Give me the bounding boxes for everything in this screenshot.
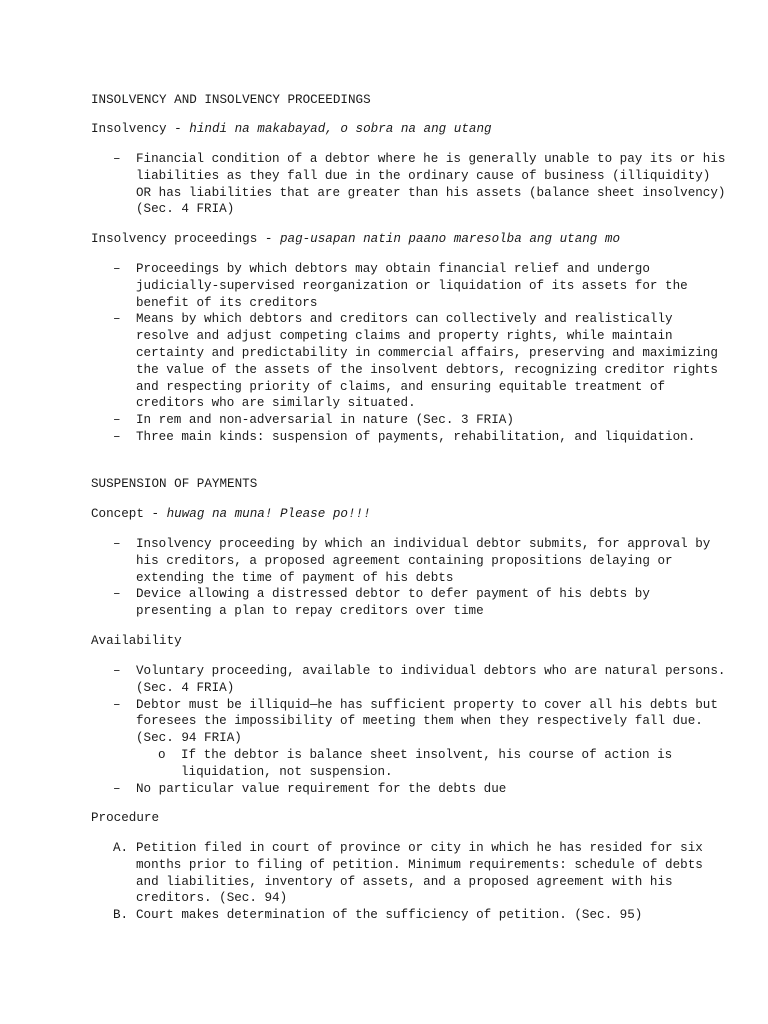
gloss: pag-usapan natin paano maresolba ang utang mo xyxy=(279,232,621,246)
sub-list-item: o If the debtor is balance sheet insolvent, his course of action is liquidation, not suspension. xyxy=(136,747,731,781)
list-item: – Device allowing a distressed debtor to defer payment of his debts by presenting a plan to repay creditors over time xyxy=(91,586,731,620)
term: Insolvency xyxy=(91,122,167,136)
sub-list xyxy=(136,747,731,781)
section-heading-availability: Availability xyxy=(91,634,182,648)
gloss: huwag na muna! Please po!!! xyxy=(166,507,371,521)
concept-bullets xyxy=(91,536,731,620)
list-item: B. Court makes determination of the sufficiency of petition. (Sec. 95) xyxy=(113,908,643,923)
list-item: – No particular value requirement for the debts due xyxy=(91,781,731,798)
term: Insolvency proceedings xyxy=(91,232,258,246)
list-marker: A. xyxy=(113,841,129,855)
section-heading-procedure: Procedure xyxy=(91,811,160,825)
concept-definition: Concept - huwag na muna! Please po!!! xyxy=(91,507,371,521)
list-item: – Financial condition of a debtor where he is generally unable to pay its or his liabilities as they fall due in the ordinary cause of business (illiquidity) OR has liabilities that are greater than his assets (balance sheet insolvency) (Sec. 4 FRIA) xyxy=(91,151,731,218)
gloss: hindi na makabayad, o sobra na ang utang xyxy=(189,122,492,136)
proceedings-bullets xyxy=(91,261,731,446)
insolvency-definition: Insolvency - hindi na makabayad, o sobra na ang utang xyxy=(91,122,492,136)
list-item: – In rem and non-adversarial in nature (Sec. 3 FRIA) xyxy=(91,412,731,429)
list-marker: B. xyxy=(113,908,129,923)
section-heading-suspension: SUSPENSION OF PAYMENTS xyxy=(91,477,258,491)
procedure-list xyxy=(91,840,731,924)
list-item: – Three main kinds: suspension of payments, rehabilitation, and liquidation. xyxy=(91,429,731,446)
list-item: A. Petition filed in court of province or city in which he has resided for six months prior to filing of petition. Minimum requirements: schedule of debts and liabilities, inventory of assets, and a proposed agreement with his creditors. (Sec. 94) xyxy=(113,841,703,906)
term: Concept xyxy=(91,507,144,521)
list-item: – Proceedings by which debtors may obtain financial relief and undergo judicially-supervised reorganization or liquidation of its assets for the benefit of its creditors xyxy=(91,261,731,311)
list-item: – Insolvency proceeding by which an individual debtor submits, for approval by his creditors, a proposed agreement containing propositions delaying or extending the time of payment of his debts xyxy=(91,536,731,586)
list-item: – Means by which debtors and creditors can collectively and realistically resolve and adjust competing claims and property rights, while maintain certainty and predictability in commercial affairs, preserving and maximizing the value of the assets of the insolvent debtors, recognizing creditor rights and respecting priority of claims, and ensuring equitable treatment of creditors who are similarly situated. xyxy=(91,311,731,412)
list-item: – Debtor must be illiquid—he has sufficient property to cover all his debts but foresees the impossibility of meeting them when they respectively fall due. (Sec. 94 FRIA) o If the debtor is balance sheet insolvent, his course of action is liquidation, not suspension. xyxy=(91,697,731,781)
list-item: – Voluntary proceeding, available to individual debtors who are natural persons. (Sec. 4 FRIA) xyxy=(91,663,731,697)
availability-bullets xyxy=(91,663,731,797)
insolvency-bullets xyxy=(91,151,731,218)
page-title: INSOLVENCY AND INSOLVENCY PROCEEDINGS xyxy=(91,93,371,107)
proceedings-definition: Insolvency proceedings - pag-usapan natin paano maresolba ang utang mo xyxy=(91,232,621,246)
